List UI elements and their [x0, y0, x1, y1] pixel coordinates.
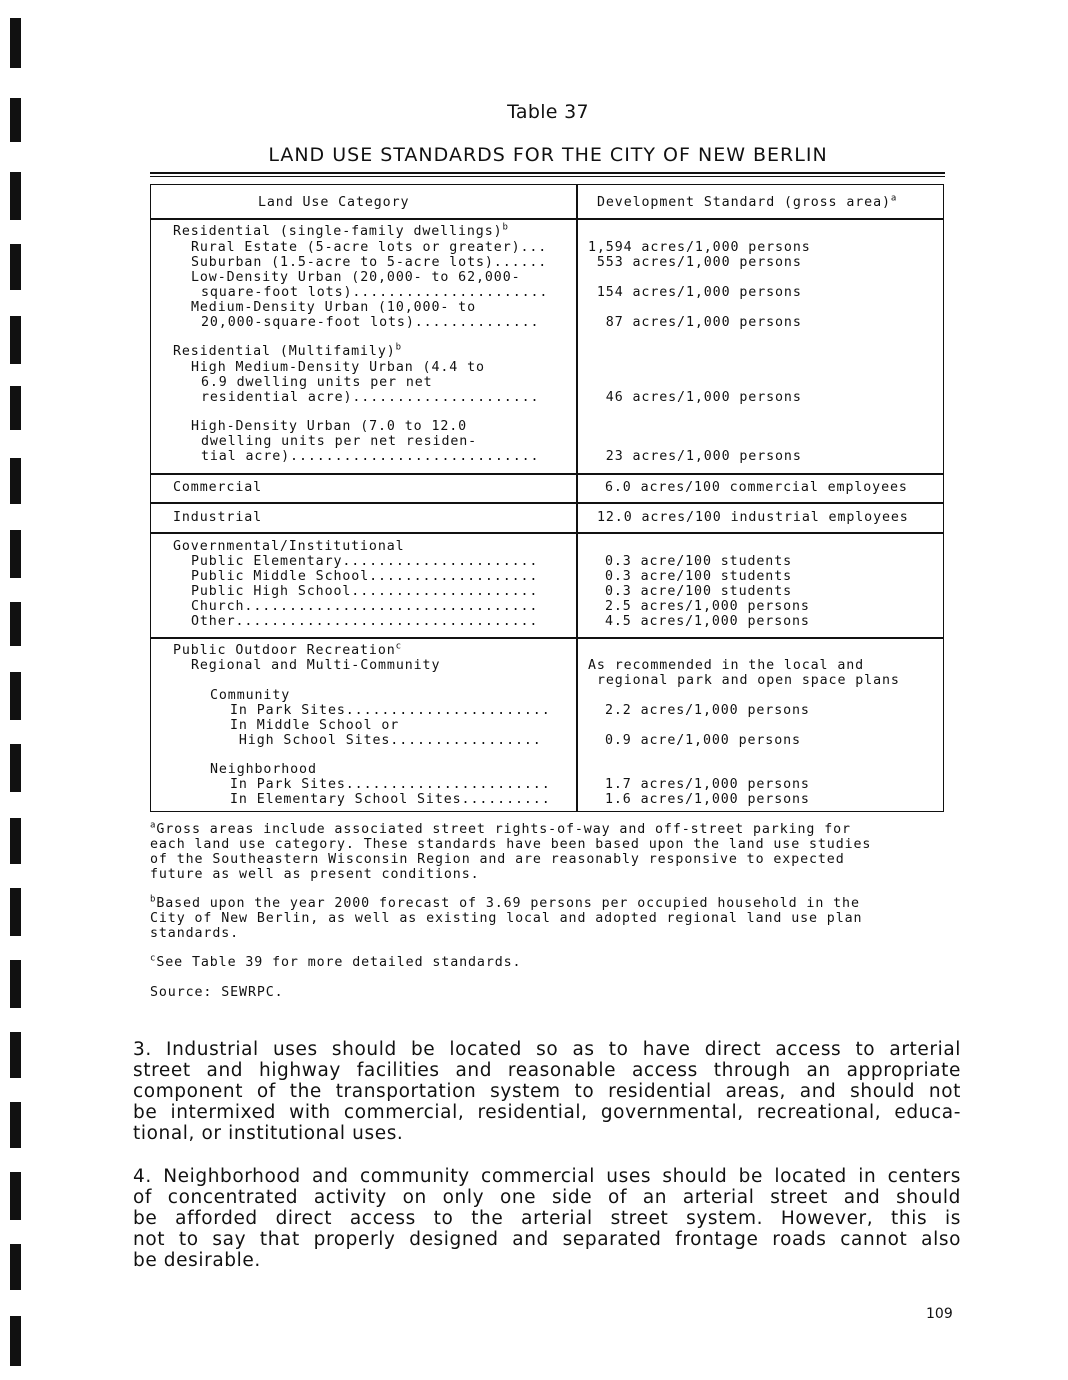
row-label: tial acre)............................ [201, 449, 540, 464]
row-label: In Elementary School Sites.......... [230, 792, 551, 807]
text-line: be afforded direct access to the arterial street system. However, this is [133, 1208, 961, 1229]
text-line: be intermixed with commercial, residential, governmental, recreational, educa- [133, 1102, 961, 1123]
row-value: 2.5 acres/1,000 persons [605, 599, 810, 614]
text-line: tional, or institutional uses. [133, 1123, 404, 1144]
top-rule-thin [150, 176, 945, 177]
row-value: 553 acres/1,000 persons [588, 255, 802, 270]
column-divider [576, 184, 578, 812]
industrial-label: Industrial [173, 510, 263, 525]
row-value: 154 acres/1,000 persons [588, 285, 802, 300]
row-label: dwelling units per net residen- [201, 434, 478, 449]
row-label: Community [210, 688, 291, 703]
row-value: 1.7 acres/1,000 persons [605, 777, 810, 792]
row-label: Neighborhood [210, 762, 317, 777]
row-value: 1,594 acres/1,000 persons [588, 240, 811, 255]
row-divider [150, 637, 944, 639]
row-label: In Park Sites....................... [230, 703, 551, 718]
footnote-a: $^a$Gross areas include associated street rights-of-way and off-street parking for each land use category. These standards have been based upon the land use studies of the Southeastern Wisconsin Region and are reasonably responsive to expected future as well as present conditions. [150, 820, 872, 882]
row-label: residential acre)..................... [201, 390, 540, 405]
row-value: 87 acres/1,000 persons [588, 315, 802, 330]
row-label: Medium-Density Urban (10,000- to [191, 300, 476, 315]
text-line: component of the transportation system to residential areas, and should not [133, 1081, 961, 1102]
row-label: Public Middle School................... [191, 569, 539, 584]
row-label: 20,000-square-foot lots).............. [201, 315, 540, 330]
row-label: In Middle School or [230, 718, 400, 733]
row-label: Regional and Multi-Community [191, 658, 441, 673]
row-divider [150, 532, 944, 534]
text-line: not to say that properly designed and separated frontage roads cannot also [133, 1229, 961, 1250]
footnote-b: $^b$Based upon the year 2000 forecast of 3.69 persons per occupied household in the City of New Berlin, as well as existing local and adopted regional land use plan standards. [150, 894, 863, 941]
text-line: be desirable. [133, 1250, 261, 1271]
header-land-use-category: Land Use Category [258, 195, 410, 210]
row-label: Church................................. [191, 599, 539, 614]
residential-multi-heading: Residential (Multifamily)$^b$ [173, 342, 402, 359]
paragraph-4 [133, 1166, 961, 1271]
header-divider [150, 218, 944, 220]
row-value: 46 acres/1,000 persons [588, 390, 802, 405]
row-label: 6.9 dwelling units per net [201, 375, 433, 390]
page-number: 109 [926, 1306, 953, 1322]
row-value: 2.2 acres/1,000 persons [605, 703, 810, 718]
row-label: High School Sites................. [230, 733, 542, 748]
recreation-heading: Public Outdoor Recreation$^c$ [173, 641, 402, 658]
row-value: 4.5 acres/1,000 persons [605, 614, 810, 629]
text-line: street and highway facilities and reasonable access through an appropriate [133, 1060, 961, 1081]
industrial-value: 12.0 acres/100 industrial employees [597, 510, 909, 525]
header-development-standard: Development Standard (gross area)$^a$ [597, 193, 898, 210]
binding-marks [10, 0, 24, 1380]
text-line: 3. Industrial uses should be located so as to have direct access to arterial [133, 1039, 961, 1060]
table-number: Table 37 [507, 101, 589, 123]
row-value: 0.3 acre/100 students [605, 554, 793, 569]
row-label: In Park Sites....................... [230, 777, 551, 792]
top-rule [150, 172, 945, 174]
footnote-c: $^c$See Table 39 for more detailed standards. [150, 953, 522, 970]
text-line: of concentrated activity on only one side of an arterial street and should [133, 1187, 961, 1208]
row-label: Rural Estate (5-acre lots or greater)... [191, 240, 548, 255]
row-label: High Medium-Density Urban (4.4 to [191, 360, 485, 375]
row-value: As recommended in the local and [588, 658, 865, 673]
source-note: Source: SEWRPC. [150, 985, 284, 1000]
residential-single-heading: Residential (single-family dwellings)$^b$ [173, 222, 509, 239]
row-value: 0.3 acre/100 students [605, 569, 793, 584]
row-value: 0.3 acre/100 students [605, 584, 793, 599]
row-label: High-Density Urban (7.0 to 12.0 [191, 419, 468, 434]
paragraph-3 [133, 1039, 961, 1144]
row-value: 1.6 acres/1,000 persons [605, 792, 810, 807]
text-line: 4. Neighborhood and community commercial uses should be located in centers [133, 1166, 961, 1187]
row-value: 0.9 acre/1,000 persons [605, 733, 801, 748]
governmental-heading: Governmental/Institutional [173, 539, 405, 554]
row-label: Public High School..................... [191, 584, 539, 599]
row-label: square-foot lots)...................... [201, 285, 549, 300]
commercial-value: 6.0 acres/100 commercial employees [605, 480, 908, 495]
row-divider [150, 502, 944, 504]
row-value: 23 acres/1,000 persons [588, 449, 802, 464]
row-divider [150, 473, 944, 475]
row-value: regional park and open space plans [597, 673, 900, 688]
commercial-label: Commercial [173, 480, 263, 495]
row-label: Public Elementary...................... [191, 554, 539, 569]
row-label: Low-Density Urban (20,000- to 62,000- [191, 270, 521, 285]
row-label: Other.................................. [191, 614, 539, 629]
row-label: Suburban (1.5-acre to 5-acre lots)...... [191, 255, 548, 270]
table-title: LAND USE STANDARDS FOR THE CITY OF NEW BERLIN [268, 144, 828, 166]
